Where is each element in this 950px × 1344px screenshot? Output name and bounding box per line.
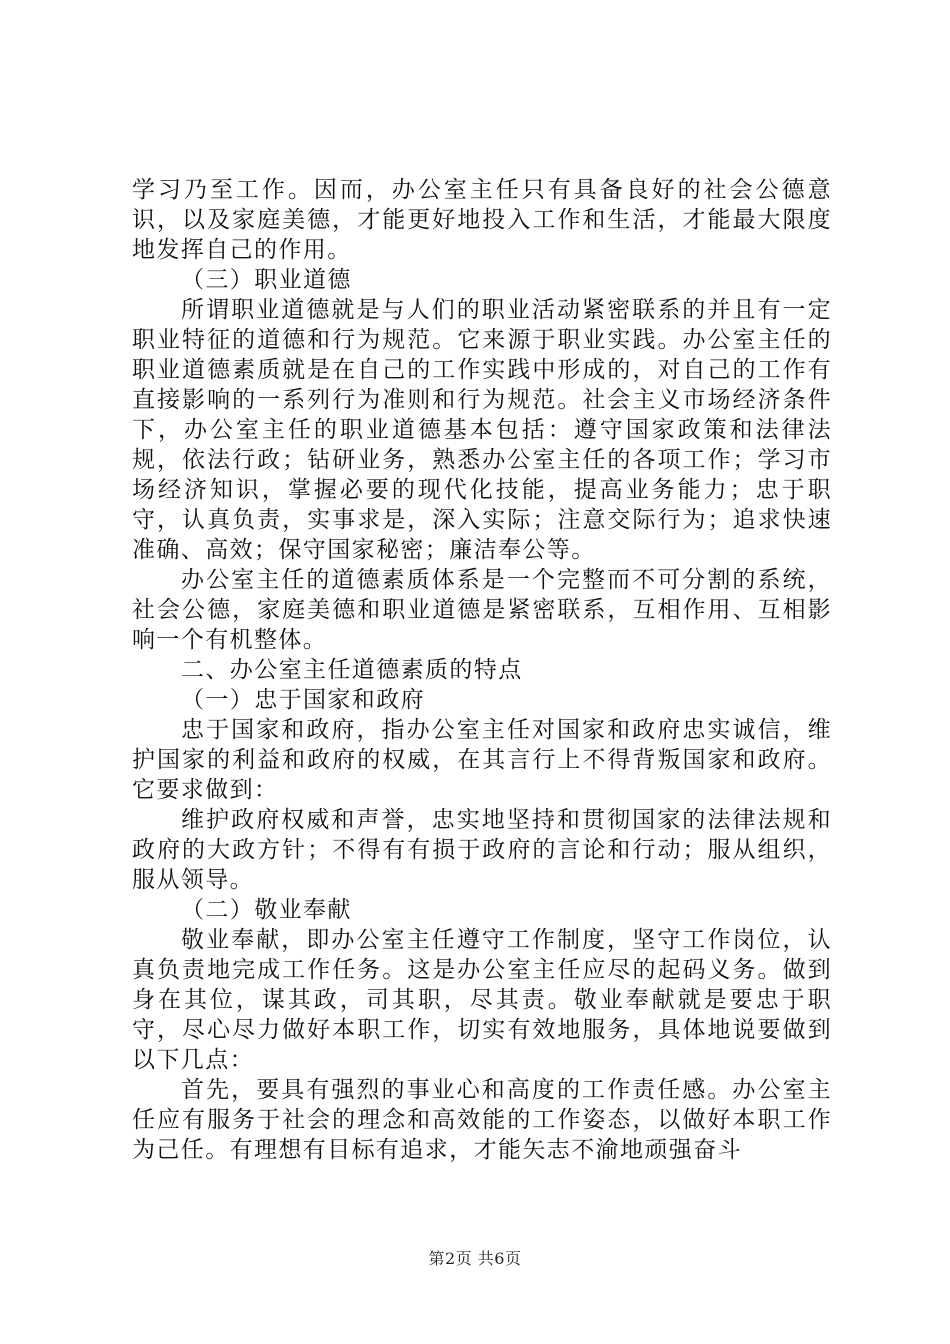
paragraph-professional-ethics: 所谓职业道德就是与人们的职业活动紧密联系的并且有一定职业特征的道德和行为规范。它来源于职业实践。办公室主任的职业道德素质就是在自己的工作实践中形成的，对自己的工作有直接影响的一系列行为准则和行为规范。社会主义市场经济条件下，办公室主任的职业道德基本包括：遵守国家政策和法律法规，依法行政；钻研业务，熟悉办公室主任的各项工作；学习市场经济知识，掌握必要的现代化技能，提高业务能力；忠于职守，认真负责，实事求是，深入实际；注意交际行为；追求快速准确、高效；保守国家秘密；廉洁奉公等。: [132, 297, 832, 563]
paragraph-intro: 学习乃至工作。因而，办公室主任只有具备良好的社会公德意识，以及家庭美德，才能更好地投入工作和生活，才能最大限度地发挥自己的作用。: [132, 177, 832, 263]
paragraph-loyalty: 忠于国家和政府，指办公室主任对国家和政府忠实诚信，维护国家的利益和政府的权威，在其言行上不得背叛国家和政府。它要求做到：: [132, 717, 832, 803]
heading-professional-ethics: （三）职业道德: [181, 267, 352, 293]
heading-loyalty: （一）忠于国家和政府: [181, 687, 425, 713]
paragraph-first-point: 首先，要具有强烈的事业心和高度的工作责任感。办公室主任应有服务于社会的理念和高效能的工作姿态，以做好本职工作为己任。有理想有目标有追求，才能矢志不渝地顽强奋斗: [132, 1077, 832, 1163]
heading-section-two: 二、办公室主任道德素质的特点: [181, 657, 523, 683]
page-number-footer: 第2页 共6页: [428, 1249, 522, 1268]
paragraph-dedication: 敬业奉献，即办公室主任遵守工作制度，坚守工作岗位，认真负责地完成工作任务。这是办公室主任应尽的起码义务。做到身在其位，谋其政，司其职，尽其责。敬业奉献就是要忠于职守，尽心尽力做好本职工作，切实有效地服务，具体地说要做到以下几点：: [132, 927, 832, 1073]
document-body: [132, 175, 832, 1165]
heading-dedication: （二）敬业奉献: [181, 897, 352, 923]
paragraph-loyalty-requirements: 维护政府权威和声誉，忠实地坚持和贯彻国家的法律法规和政府的大政方针；不得有有损于政府的言论和行动；服从组织，服从领导。: [132, 807, 832, 893]
paragraph-ethics-system: 办公室主任的道德素质体系是一个完整而不可分割的系统，社会公德，家庭美德和职业道德是紧密联系，互相作用、互相影响一个有机整体。: [132, 567, 832, 653]
